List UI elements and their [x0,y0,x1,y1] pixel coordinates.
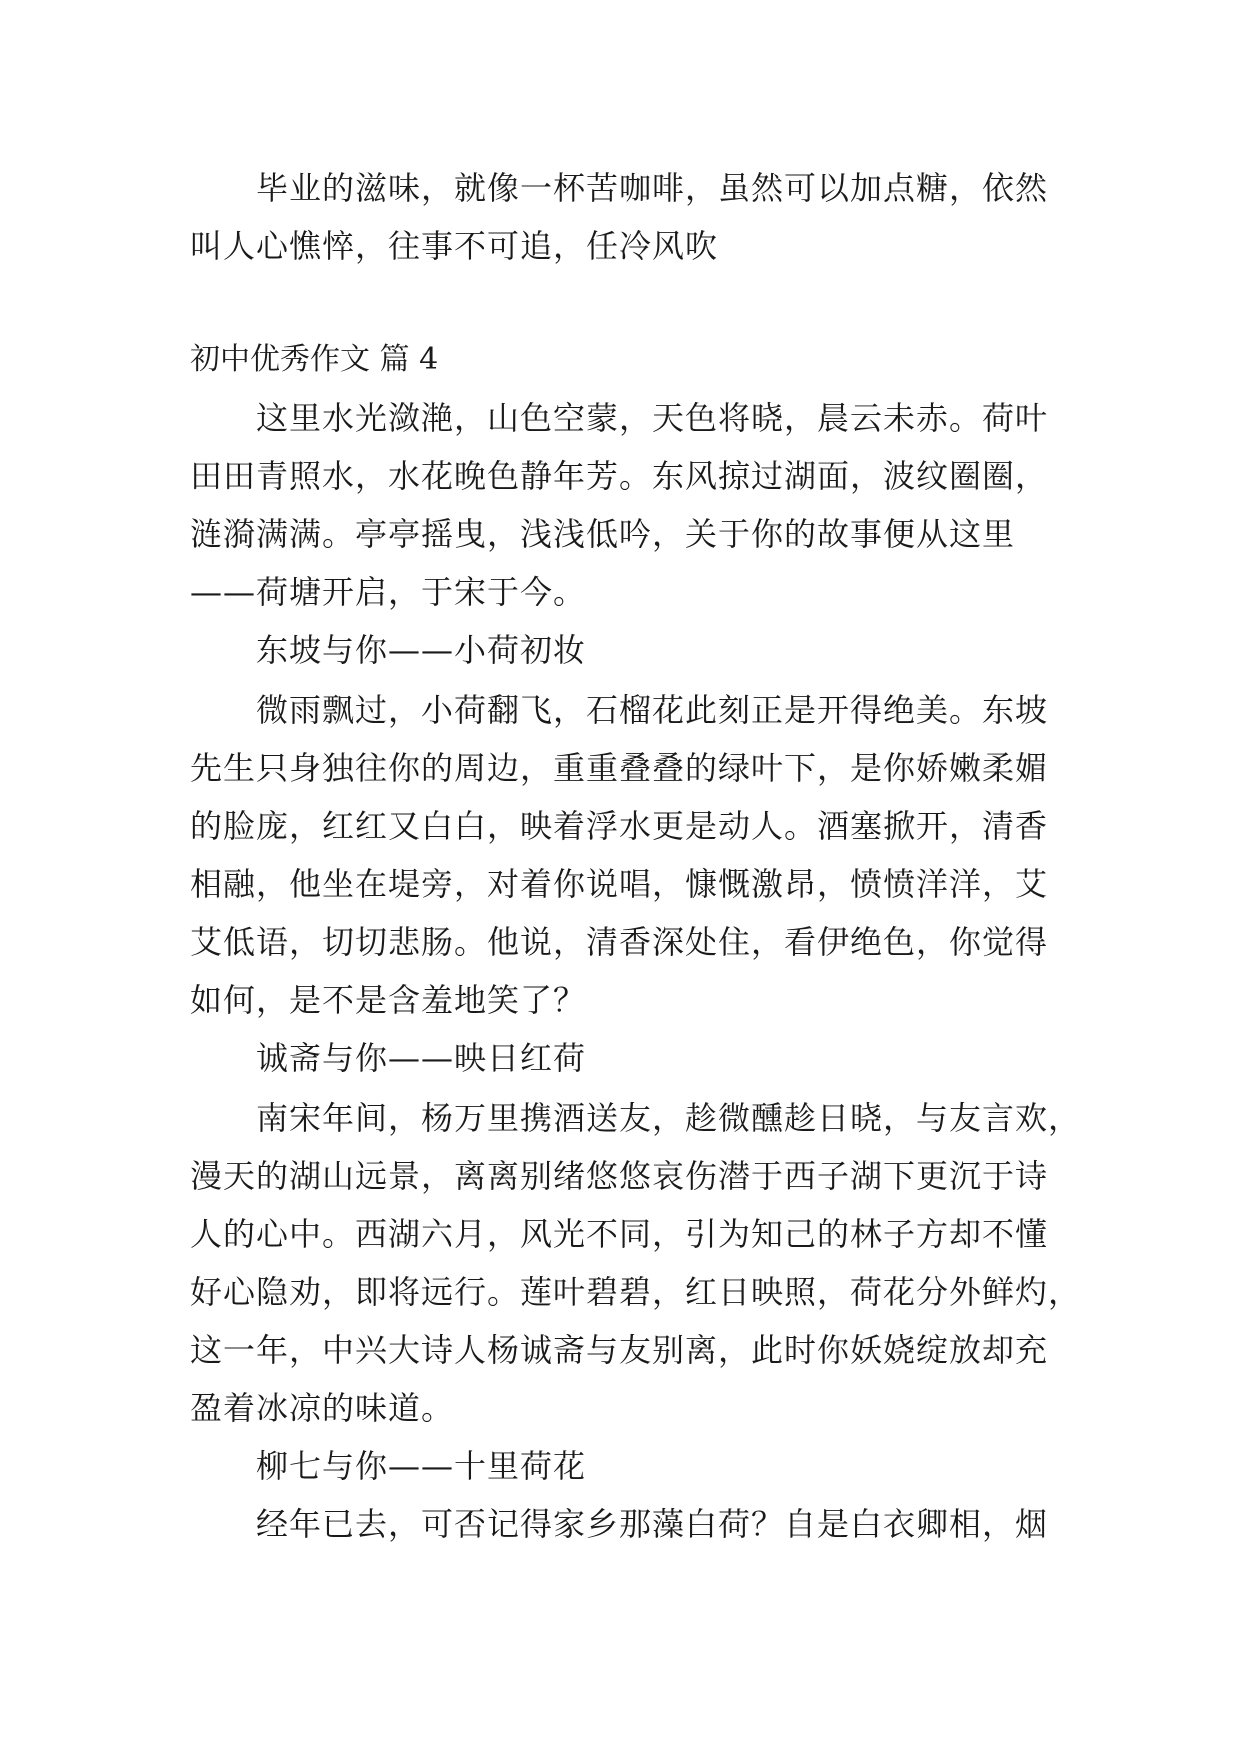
paragraph-4-line-5: 这一年，中兴大诗人杨诚斋与友别离，此时你妖娆绽放却充 [190,1331,1049,1369]
paragraph-3-line-4: 相融，他坐在堤旁，对着你说唱，慷慨激昂，愤愤洋洋，艾 [190,865,1049,903]
paragraph-3-line-3: 的脸庞，红红又白白，映着浮水更是动人。酒塞掀开，清香 [190,807,1049,845]
paragraph-2-line-1: 这里水光潋滟，山色空蒙，天色将晓，晨云未赤。荷叶 [256,399,1049,437]
paragraph-4-line-2: 漫天的湖山远景，离离别绪悠悠哀伤潜于西子湖下更沉于诗 [190,1157,1049,1195]
paragraph-3-line-6: 如何，是不是含羞地笑了？ [190,981,587,1019]
paragraph-3-line-2: 先生只身独往你的周边，重重叠叠的绿叶下，是你娇嫩柔媚 [190,749,1049,787]
paragraph-2-line-4: ——荷塘开启，于宋于今。 [190,573,587,611]
paragraph-4-line-6: 盈着冰凉的味道。 [190,1389,455,1427]
paragraph-2-line-2: 田田青照水，水花晚色静年芳。东风掠过湖面，波纹圈圈， [190,457,1049,495]
paragraph-4-line-4: 好心隐劝，即将远行。莲叶碧碧，红日映照，荷花分外鲜灼， [190,1273,1082,1311]
subtitle-liuqi: 柳七与你——十里荷花 [256,1447,587,1485]
paragraph-2-line-3: 涟漪满满。亭亭摇曳，浅浅低吟，关于你的故事便从这里 [190,515,1016,553]
subtitle-chengzhai: 诚斋与你——映日红荷 [256,1039,587,1077]
subtitle-dongpo: 东坡与你——小荷初妆 [256,631,587,669]
paragraph-4-line-1: 南宋年间，杨万里携酒送友，趁微醺趁日晓，与友言欢， [256,1099,1082,1137]
paragraph-1-line-1: 毕业的滋味，就像一杯苦咖啡，虽然可以加点糖，依然 [256,169,1049,207]
paragraph-3-line-1: 微雨飘过，小荷翻飞，石榴花此刻正是开得绝美。东坡 [256,691,1049,729]
paragraph-5-line-1: 经年已去，可否记得家乡那藻白荷？自是白衣卿相，烟 [256,1505,1049,1543]
section-heading: 初中优秀作文 篇 4 [190,342,439,377]
paragraph-4-line-3: 人的心中。西湖六月，风光不同，引为知己的林子方却不懂 [190,1215,1049,1253]
paragraph-1-line-2: 叫人心憔悴，往事不可追，任冷风吹 [190,227,719,265]
paragraph-3-line-5: 艾低语，切切悲肠。他说，清香深处住，看伊绝色，你觉得 [190,923,1049,961]
